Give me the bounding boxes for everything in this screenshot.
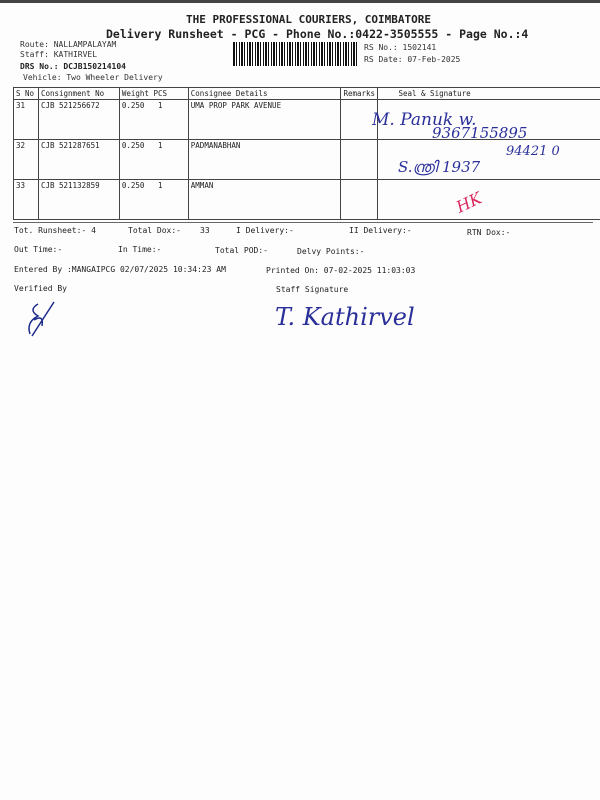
handwritten-signature: S.ന്ത്രി 1937: [398, 158, 481, 176]
col-sno: S No: [14, 88, 39, 100]
col-weight-pcs: Weight PCS: [119, 88, 188, 100]
rtn-dox: RTN Dox:-: [467, 228, 511, 237]
entered-by: Entered By :MANGAIPCG 02/07/2025 10:34:23 AM: [14, 265, 226, 274]
drs-no: DRS No.: DCJB150214104: [20, 62, 126, 71]
route: Route: NALLAMPALAYAM: [20, 40, 117, 49]
weight-pcs: [119, 140, 188, 180]
pcs: 1: [157, 101, 163, 110]
staff-signature-label: Staff Signature: [276, 285, 349, 294]
col-seal-signature: Seal & Signature: [378, 88, 600, 100]
total-dox-value: 33: [200, 226, 210, 235]
staff: Staff: KATHIRVEL: [20, 50, 98, 59]
weight: 0.250: [121, 141, 145, 150]
company-name: THE PROFESSIONAL COURIERS, COIMBATORE: [186, 13, 432, 26]
handwritten-initials: HK: [453, 188, 485, 217]
col-consignment: Consignment No: [38, 88, 119, 100]
divider: [13, 222, 593, 223]
printed-on: Printed On: 07-02-2025 11:03:03: [266, 266, 416, 275]
i-delivery: I Delivery:-: [236, 226, 294, 235]
table-row: [14, 180, 600, 220]
col-remarks: Remarks: [341, 88, 378, 100]
total-pod: Total POD:-: [215, 246, 268, 255]
sno: 33: [14, 180, 39, 220]
remarks: [341, 180, 378, 220]
handwritten-number: 94421 0: [506, 144, 560, 159]
delvy-points: Delvy Points:-: [297, 247, 365, 256]
total-dox-label: Total Dox:-: [128, 226, 181, 235]
weight: 0.250: [121, 181, 145, 190]
remarks: [341, 140, 378, 180]
pcs: 1: [157, 141, 163, 150]
scan-edge: [0, 0, 600, 3]
tot-runsheet: Tot. Runsheet:- 4: [14, 226, 96, 235]
rs-date: RS Date: 07-Feb-2025: [364, 55, 461, 64]
consignment-no: CJB 521132859: [38, 180, 119, 220]
consignment-no: CJB 521287651: [38, 140, 119, 180]
runsheet-title: Delivery Runsheet - PCG - Phone No.:0422-3505555 - Page No.:4: [106, 27, 529, 41]
verifier-signature: [24, 300, 64, 340]
handwritten-phone: 9367155895: [432, 124, 528, 142]
in-time: In Time:-: [118, 245, 162, 254]
col-consignee: Consignee Details: [188, 88, 341, 100]
out-time: Out Time:-: [14, 245, 63, 254]
weight: 0.250: [121, 101, 145, 110]
weight-pcs: [119, 100, 188, 140]
table-header: [14, 88, 600, 100]
vehicle: Vehicle: Two Wheeler Delivery: [23, 73, 163, 82]
barcode: [233, 42, 358, 66]
consignee: PADMANABHAN: [188, 140, 341, 180]
consignee: AMMAN: [188, 180, 341, 220]
verified-by: Verified By: [14, 284, 67, 293]
pcs: 1: [157, 181, 163, 190]
ii-delivery: II Delivery:-: [349, 226, 412, 235]
sno: 31: [14, 100, 39, 140]
weight-pcs: [119, 180, 188, 220]
consignment-no: CJB 521256672: [38, 100, 119, 140]
sno: 32: [14, 140, 39, 180]
rs-no: RS No.: 1502141: [364, 43, 437, 52]
seal-signature: [378, 180, 600, 220]
staff-handwritten-signature: T. Kathirvel: [275, 303, 415, 331]
handwritten-receiver-name: M. Panuk w.: [372, 110, 477, 130]
consignee: UMA PROP PARK AVENUE: [188, 100, 341, 140]
